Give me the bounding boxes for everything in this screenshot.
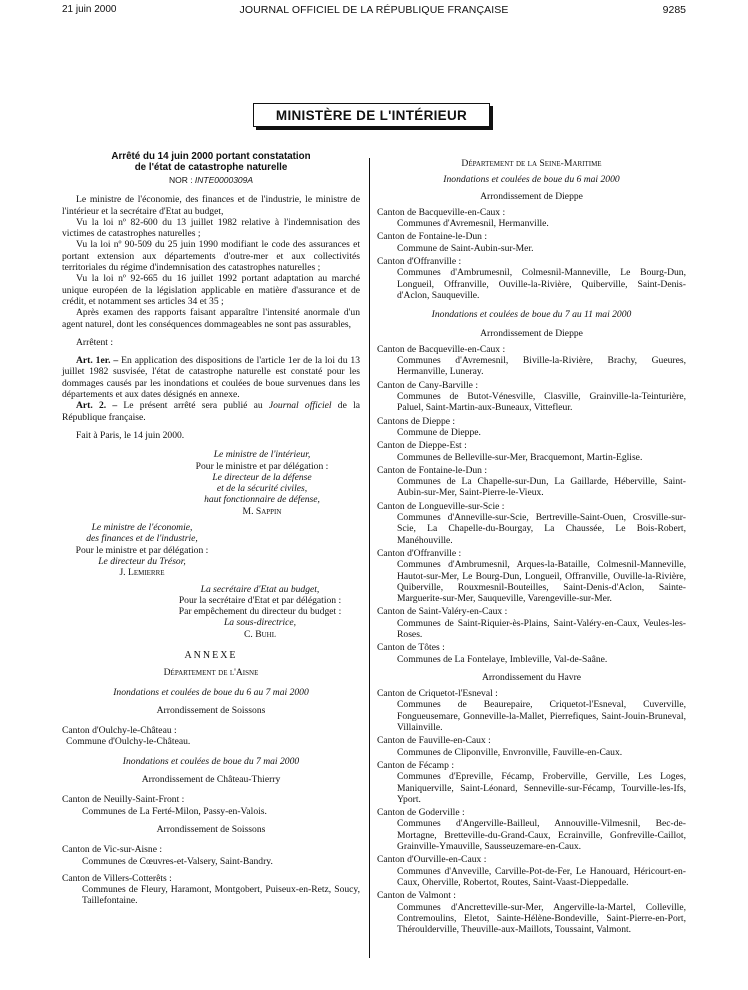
left-column	[62, 152, 360, 907]
commune-list: Communes de Belleville-sur-Mer, Bracquemont, Martin-Eglise.	[397, 451, 643, 463]
commune-list: Communes d'Epreville, Fécamp, Froberville, Gerville, Les Loges, Maniquerville, Saint-Léonard, Senneville-sur-Fécamp, Tourville-les-Ifs, Yport.	[397, 771, 686, 805]
article-1-text: En application des dispositions de l'article 1er de la loi du 13 juillet 1982 susvisée, l'état de catastrophe naturelle est constaté pour les dommages causés par les inondations et coulées de boue survenues dans les départements et aux dates désignés en annexe.	[62, 355, 360, 401]
ministry-box	[253, 103, 490, 127]
commune-list: Commune de Dieppe.	[397, 426, 481, 438]
preamble-paragraph: Vu la loi nº 90-509 du 25 juin 1990 modifiant le code des assurances et portant extension aux départements d'outre-mer et aux collectivités territoriales du régime d'indemnisation des catastrophes naturelles ;	[62, 239, 360, 274]
journal-officiel-ref: Journal officiel	[268, 400, 332, 412]
sig-line: Par empêchement du directeur du budget :	[178, 606, 342, 618]
decree-title-line2: de l'état de catastrophe naturelle	[134, 161, 288, 173]
canton-block-2	[377, 344, 686, 665]
annexe-heading: ANNEXE	[184, 649, 238, 661]
event-heading: Inondations et coulées de boue du 6 mai 2000	[443, 174, 620, 186]
nor-value: INTE0000309A	[194, 175, 254, 185]
signature-budget	[162, 584, 358, 640]
commune-list: Communes d'Avremesnil, Hermanville.	[397, 218, 549, 230]
canton-name: Canton de Goderville :	[377, 807, 465, 819]
preamble-paragraph: Vu la loi nº 92-665 du 16 juillet 1992 portant adaptation au marché unique européen de la législation applicable en matière d'assurance et de crédit, et notamment ses articles 34 et 35 ;	[62, 273, 360, 307]
commune-list: Communes de Cliponville, Envronville, Fauville-en-Caux.	[397, 746, 623, 758]
canton-name: Canton de Dieppe-Est :	[377, 440, 467, 452]
commune-list: Communes d'Ambrumesnil, Colmesnil-Manneville, Le Bourg-Dun, Longueil, Offranville, Ouville-la-Rivière, Quiberville, Saint-Denis-d'Aclon, Sauqueville.	[397, 267, 686, 301]
canton-name: Canton d'Offranville :	[377, 547, 462, 559]
arrondissement-heading: Arrondissement de Soissons	[156, 704, 266, 716]
sig-line: haut fonctionnaire de défense,	[204, 494, 320, 506]
event-heading: Inondations et coulées de boue du 7 mai 2000	[122, 755, 300, 767]
canton-block-3	[377, 688, 686, 935]
commune-list: Communes de Saint-Riquier-ès-Plains, Saint-Valéry-en-Caux, Veules-les-Roses.	[397, 617, 686, 640]
article-2	[62, 400, 360, 423]
canton-name: Canton de Bacqueville-en-Caux :	[377, 343, 506, 355]
commune-list: Communes d'Ancretteville-sur-Mer, Angerville-la-Martel, Colleville, Contremoulins, Eletot, Sainte-Hélène-Bondeville, Saint-Pierre-en-Port, Théroulderville, Theuville-aux-Maillots, Toussaint, Valmont.	[397, 901, 686, 936]
commune-list: Communes de La Ferté-Milon, Passy-en-Valois.	[82, 805, 267, 817]
nor-label: NOR :	[168, 175, 195, 185]
sig-line: Pour le ministre et par délégation :	[195, 460, 329, 472]
event-heading: Inondations et coulées de boue du 6 au 7 mai 2000	[113, 686, 309, 698]
commune-list: Communes de Cœuvres-et-Valsery, Saint-Bandry.	[82, 855, 273, 867]
commune-list: Commune de Saint-Aubin-sur-Mer.	[397, 242, 534, 254]
decree-title	[62, 152, 360, 173]
canton-name: Canton de Valmont :	[377, 890, 456, 902]
commune-list: Communes de La Fontelaye, Imbleville, Val-de-Saâne.	[397, 653, 608, 665]
article-1	[62, 355, 360, 400]
commune-list: Communes de Butot-Vénesville, Clasville, Grainville-la-Teinturière, Paluel, Saint-Martin-aux-Buneaux, Vittefleur.	[397, 391, 686, 414]
arrondissement-heading: Arrondissement de Château-Thierry	[141, 774, 281, 786]
sig-line: et de la sécurité civiles,	[216, 483, 308, 495]
arrondissement-heading: Arrondissement de Dieppe	[480, 327, 583, 339]
signature-interior	[167, 449, 357, 517]
article-2-label: Art. 2. –	[76, 400, 118, 412]
article-2-text-end: de la République française.	[62, 400, 360, 423]
canton-name: Canton de Cany-Barville :	[377, 379, 478, 391]
sig-line: La sous-directrice,	[223, 617, 297, 629]
sig-name: M. Sappin	[242, 505, 282, 517]
canton-name: Canton d'Oulchy-le-Château :	[62, 725, 177, 737]
sig-line: La secrétaire d'Etat au budget,	[200, 583, 320, 595]
preamble-paragraph: Après examen des rapports faisant apparaître l'intensité anormale d'un agent naturel, dont les conséquences dommageables ne sont pas assurables,	[62, 307, 360, 330]
sig-line: Pour le ministre et par délégation :	[75, 544, 209, 556]
commune-list: Communes d'Anveville, Carville-Pot-de-Fer, Le Hanouard, Héricourt-en-Caux, Oherville, Robertot, Routes, Saint-Vaast-Dieppedalle.	[397, 865, 686, 888]
ministry-title: MINISTÈRE DE L'INTÉRIEUR	[275, 107, 468, 123]
commune-list: Communes d'Angerville-Bailleul, Annouville-Vilmesnil, Bec-de-Mortagne, Bretteville-du-Grand-Caux, Ecrainville, Gonfreville-Caillot, Grainville-Ymauville, Sausseuzemare-en-Caux.	[397, 818, 686, 853]
arrondissement-heading: Arrondissement du Havre	[481, 671, 582, 683]
nor-reference	[62, 175, 360, 186]
canton-name: Canton de Saint-Valéry-en-Caux :	[377, 606, 508, 618]
arretent: Arrêtent :	[76, 336, 114, 348]
department-heading: Département de l'Aisne	[163, 667, 259, 679]
sig-name: J. Lemierre	[119, 567, 165, 579]
canton-name: Canton d'Offranville :	[377, 256, 462, 268]
decree-title-line1: Arrêté du 14 juin 2000 portant constatation	[111, 151, 311, 162]
commune-list: Communes de La Chapelle-sur-Dun, La Gaillarde, Héberville, Saint-Aubin-sur-Mer, Saint-Pierre-le-Vieux.	[397, 476, 686, 499]
signature-economy	[62, 522, 222, 578]
column-divider	[369, 158, 370, 958]
canton-name: Canton de Bacqueville-en-Caux :	[377, 206, 506, 218]
canton-name: Cantons de Dieppe :	[377, 415, 456, 427]
preamble-paragraph: Le ministre de l'économie, des finances et de l'industrie, le ministre de l'intérieur et la secrétaire d'Etat au budget,	[62, 194, 360, 217]
arrondissement-heading: Arrondissement de Dieppe	[480, 190, 583, 202]
commune-list: Communes de Beaurepaire, Criquetot-l'Esneval, Cuverville, Fongueusemare, Gonneville-la-Mallet, Pierrefiques, Saint-Jouin-Bruneval, Villainville.	[397, 699, 686, 734]
preamble-paragraph: Vu la loi nº 82-600 du 13 juillet 1982 relative à l'indemnisation des victimes de catastrophes naturelles ;	[62, 216, 360, 240]
canton-name: Canton de Villers-Cotterêts :	[62, 872, 172, 884]
sig-line: Le ministre de l'économie,	[91, 522, 193, 534]
canton-name: Canton de Fécamp :	[377, 759, 454, 771]
canton-name: Canton de Longueville-sur-Scie :	[377, 500, 505, 512]
header-date: 21 juin 2000	[62, 4, 117, 15]
canton-name: Canton de Tôtes :	[377, 642, 445, 654]
article-1-label: Art. 1er. –	[76, 355, 119, 367]
right-column	[377, 152, 686, 935]
sig-line: Le directeur de la défense	[212, 471, 312, 483]
canton-name: Canton de Criquetot-l'Esneval :	[377, 688, 498, 700]
canton-name: Canton de Neuilly-Saint-Front :	[62, 794, 185, 806]
sig-name: C. Buhl	[244, 628, 276, 640]
canton-name: Canton de Fauville-en-Caux :	[377, 735, 491, 747]
canton-name: Canton de Fontaine-le-Dun :	[377, 464, 488, 476]
canton-block-1	[377, 207, 686, 301]
page-number: 9285	[662, 4, 686, 16]
commune-list: Communes d'Anneville-sur-Scie, Bertreville-Saint-Ouen, Crosville-sur-Scie, La Chapelle-du-Bourgay, La Chaussée, Le Bois-Robert, Manéhouville.	[397, 512, 686, 546]
canton-name: Canton de Vic-sur-Aisne :	[62, 844, 163, 856]
signature-date: Fait à Paris, le 14 juin 2000.	[76, 429, 185, 441]
page-header	[62, 2, 686, 18]
commune-list: Communes d'Avremesnil, Biville-la-Rivière, Brachy, Gueures, Hermanville, Luneray.	[397, 355, 686, 378]
sig-line: Pour la secrétaire d'Etat et par délégation :	[178, 594, 342, 606]
canton-name: Canton de Fontaine-le-Dun :	[377, 231, 488, 243]
event-heading: Inondations et coulées de boue du 7 au 11 mai 2000	[431, 309, 632, 321]
sig-line: Le directeur du Trésor,	[98, 555, 186, 567]
arrondissement-heading: Arrondissement de Soissons	[156, 823, 266, 835]
journal-title: JOURNAL OFFICIEL DE LA RÉPUBLIQUE FRANÇAISE	[239, 4, 509, 16]
canton-name: Canton d'Ourville-en-Caux :	[377, 854, 487, 866]
commune-list: Communes de Fleury, Haramont, Montgobert, Puiseux-en-Retz, Soucy, Taillefontaine.	[82, 884, 360, 907]
article-2-text: Le présent arrêté sera publié au	[117, 400, 269, 412]
sig-line: des finances et de l'industrie,	[86, 533, 198, 545]
commune-list: Communes d'Ambrumesnil, Arques-la-Bataille, Colmesnil-Manneville, Hautot-sur-Mer, Le Bourg-Dun, Longueil, Offranville, Ouville-la-Rivière, Quiberville, Rouxmesnil-Bouteilles, Saint-Denis-d'Aclon, Sainte-Marguerite-sur-Mer, Sauqueville, Varengeville-sur-Mer.	[397, 559, 686, 605]
commune-list: Commune d'Oulchy-le-Château.	[66, 736, 191, 748]
sig-line: Le ministre de l'intérieur,	[213, 449, 311, 461]
department-heading: Département de la Seine-Maritime	[461, 158, 602, 169]
